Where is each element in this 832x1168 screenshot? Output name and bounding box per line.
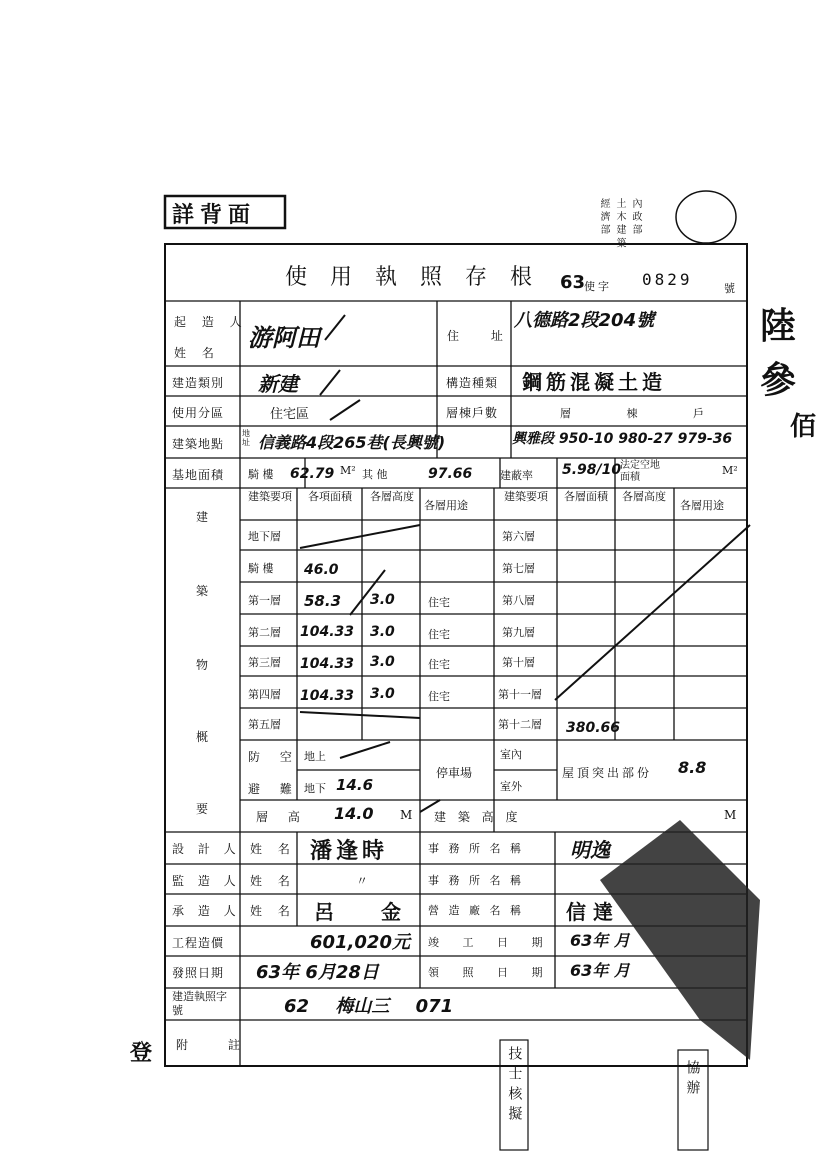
side-note-1: 經 濟 部 xyxy=(598,198,609,235)
floor-right-total: 380.66 xyxy=(566,720,621,736)
floor-left-height: 3.0 xyxy=(370,686,395,702)
permit-label: 建造執照字號 xyxy=(172,990,227,1017)
back-stamp: 詳背面 xyxy=(172,202,257,228)
col-header-7: 各層高度 xyxy=(622,490,666,503)
site-value: 信義路4段265巷(長興號) xyxy=(258,433,446,452)
address-value: 八德路2段204號 xyxy=(514,310,655,331)
right-margin-char-2: 參 xyxy=(760,360,797,401)
cost-label: 工程造價 xyxy=(172,936,225,950)
site-label: 建築地點 xyxy=(172,437,225,451)
floor-left-name: 第四層 xyxy=(248,688,281,701)
floor-left-name: 第一層 xyxy=(248,594,281,607)
structure-value: 鋼筋混凝土造 xyxy=(522,370,666,394)
floor-left-name: 地下層 xyxy=(248,530,281,543)
floor-left-height: 3.0 xyxy=(370,654,395,670)
side-label-3: 物 xyxy=(196,658,209,672)
building-height-label: 建 築 高 度 xyxy=(434,810,522,824)
issue-label: 發照日期 xyxy=(172,966,225,980)
parking-outdoor: 室外 xyxy=(500,780,522,793)
story-height-unit: M xyxy=(400,808,413,822)
col-header-1: 建築要項 xyxy=(248,490,292,503)
zone-label: 使用分區 xyxy=(172,406,225,420)
building-height-unit: M xyxy=(724,808,737,822)
form-title: 使 用 執 照 存 根 xyxy=(285,265,540,290)
floors-unit: 層 棟 戶 xyxy=(560,407,730,420)
designer-label: 設 計 人 xyxy=(172,842,241,856)
builder-name-label: 姓 名 xyxy=(174,346,220,360)
permit-value: 62 梅山三 071 xyxy=(284,996,454,1017)
side-note-3: 內 政 部 xyxy=(630,198,641,235)
right-margin-char-1: 陸 xyxy=(760,306,797,347)
designer-office: 明逸 xyxy=(570,838,610,862)
margin-mark: 登 xyxy=(130,1041,153,1066)
supervisor-office-label: 事 務 所 名 稱 xyxy=(428,874,524,887)
supervisor-name-label: 姓 名 xyxy=(250,874,296,888)
col-header-3: 各層高度 xyxy=(370,490,414,503)
floor-left-use: 住宅 xyxy=(428,596,450,609)
shelter-below-value: 14.6 xyxy=(336,776,374,794)
contractor-name: 呂 金 xyxy=(314,900,421,924)
contractor-firm: 信 達 xyxy=(566,900,613,924)
floors-label: 層棟戶數 xyxy=(446,406,499,420)
area-unit: M² xyxy=(340,464,356,477)
floor-right-name: 第十二層 xyxy=(498,718,542,731)
cost-value: 601,020元 xyxy=(310,932,410,953)
license-year: 63 xyxy=(560,272,586,293)
floor-left-name: 第五層 xyxy=(248,718,281,731)
area-label: 基地面積 xyxy=(172,468,225,482)
structure-label: 構造種類 xyxy=(446,376,499,390)
floor-left-area: 104.33 xyxy=(300,688,355,704)
story-height-label: 層 高 xyxy=(256,810,308,824)
floor-left-name: 第三層 xyxy=(248,656,281,669)
right-margin-char-3: 佰 xyxy=(790,412,817,442)
building-class-value: 新建 xyxy=(258,372,298,396)
floor-left-height: 3.0 xyxy=(370,624,395,640)
floor-right-name: 第六層 xyxy=(502,530,535,543)
contractor-label: 承 造 人 xyxy=(172,904,241,918)
floor-left-use: 住宅 xyxy=(428,690,450,703)
story-height-value: 14.0 xyxy=(334,804,374,823)
license-hao: 號 xyxy=(724,282,735,295)
license-zi: 字 xyxy=(598,280,609,293)
floor-right-name: 第九層 xyxy=(502,626,535,639)
roof-value: 8.8 xyxy=(678,758,707,777)
builder-label: 起 造 人 xyxy=(174,315,248,329)
designer-name-label: 姓 名 xyxy=(250,842,296,856)
floor-left-name: 第二層 xyxy=(248,626,281,639)
side-note-2: 土 木 建 築 xyxy=(614,198,625,248)
other-label: 其 他 xyxy=(362,468,388,481)
license-char: 使 xyxy=(584,280,595,293)
open-space-label: 法定空地面積 xyxy=(620,460,660,483)
roof-label: 屋頂突出部份 xyxy=(562,766,653,780)
floor-right-name: 第八層 xyxy=(502,594,535,607)
address-label: 住 址 xyxy=(447,329,517,343)
col-header-6: 各層面積 xyxy=(564,490,608,503)
shelter-below: 地下 xyxy=(304,782,326,795)
col-header-4: 各層用途 xyxy=(424,499,468,512)
floor-right-name: 第十層 xyxy=(502,656,535,669)
col-header-5: 建築要項 xyxy=(504,490,548,503)
side-label-1: 建 xyxy=(196,510,209,524)
license-number: 0829 xyxy=(642,270,693,289)
shelter-label-1: 防 空 xyxy=(248,750,300,764)
site-small-label: 地址 xyxy=(242,429,250,447)
coverage-label: 建蔽率 xyxy=(500,469,533,482)
completion-label: 竣 工 日 期 xyxy=(428,936,553,949)
floor-right-name: 第七層 xyxy=(502,562,535,575)
remarks-label: 附 註 xyxy=(176,1038,258,1052)
col-header-8: 各層用途 xyxy=(680,499,724,512)
parking-label: 停車場 xyxy=(436,766,473,780)
shelter-label-2: 避 難 xyxy=(248,782,300,796)
receive-value: 63年 月 xyxy=(570,961,630,980)
col-header-2: 各項面積 xyxy=(308,490,352,503)
floor-left-area: 46.0 xyxy=(304,562,339,578)
floor-left-area: 58.3 xyxy=(304,592,342,610)
side-label-2: 築 xyxy=(196,584,209,598)
floor-left-name: 騎 樓 xyxy=(248,562,274,575)
coverage-value: 5.98/10 xyxy=(562,462,622,478)
zone-value: 住宅區 xyxy=(270,407,310,422)
side-label-5: 要 xyxy=(196,802,209,816)
floor-left-height: 3.0 xyxy=(370,592,395,608)
floor-left-use: 住宅 xyxy=(428,658,450,671)
other-value: 97.66 xyxy=(428,466,473,482)
issue-value: 63年 6月28日 xyxy=(256,962,379,983)
shelter-above: 地上 xyxy=(304,750,326,763)
builder-name: 游阿田 xyxy=(248,324,320,352)
floor-left-use: 住宅 xyxy=(428,628,450,641)
reviewer-stamp: 技士核擬 xyxy=(506,1046,523,1126)
open-space-unit: M² xyxy=(722,464,738,477)
parking-indoor: 室內 xyxy=(500,748,522,761)
building-class-label: 建造類別 xyxy=(172,376,225,390)
designer-name: 潘逢時 xyxy=(310,839,389,864)
contractor-name-label: 姓 名 xyxy=(250,904,296,918)
arcade-value: 62.79 xyxy=(290,466,335,482)
contractor-firm-label: 營 造 廠 名 稱 xyxy=(428,904,524,917)
designer-office-label: 事 務 所 名 稱 xyxy=(428,842,524,855)
floor-left-area: 104.33 xyxy=(300,656,355,672)
completion-value: 63年 月 xyxy=(570,931,630,950)
supervisor-name: 〃 xyxy=(356,874,369,888)
floor-left-area: 104.33 xyxy=(300,624,355,640)
floor-right-name: 第十一層 xyxy=(498,688,542,701)
site-lot: 興雅段 950-10 980-27 979-36 xyxy=(512,431,733,447)
supervisor-label: 監 造 人 xyxy=(172,874,241,888)
receive-label: 領 照 日 期 xyxy=(428,966,553,979)
side-label-4: 概 xyxy=(196,730,209,744)
assistant-stamp: 協辦 xyxy=(684,1060,701,1100)
arcade-label: 騎 樓 xyxy=(248,468,274,481)
